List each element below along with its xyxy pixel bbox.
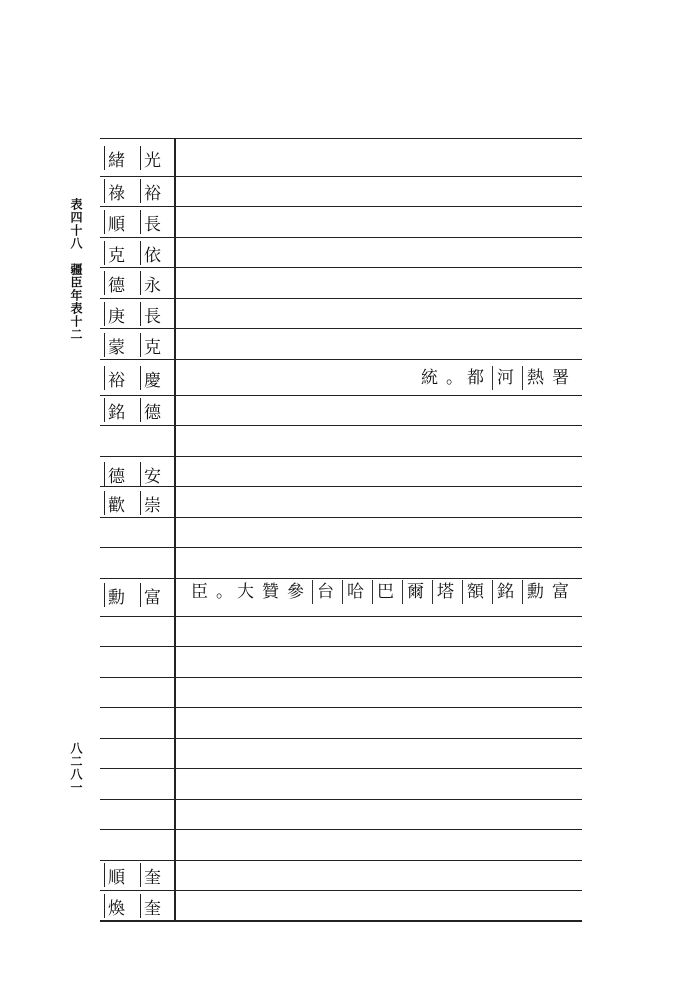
table-rule-bottom (100, 920, 582, 922)
entry-char: 銘 (492, 580, 514, 604)
entry-tarbagatai (191, 580, 577, 604)
name-char: 光 (140, 146, 170, 170)
entry-reheyan (421, 366, 577, 390)
table-rule (100, 359, 582, 360)
name-char: 歡 (104, 491, 134, 515)
column-separator (174, 138, 176, 920)
entry-char: 臣 (191, 582, 208, 602)
name-char: 裕 (140, 179, 170, 203)
entry-char: 巴 (372, 580, 394, 604)
name-char: 德 (140, 398, 170, 422)
table-rule (100, 176, 582, 177)
name-char: 長 (140, 302, 170, 326)
table-rule (100, 646, 582, 647)
name-char: 順 (104, 210, 134, 234)
name-cell (104, 300, 170, 328)
table-rule (100, 395, 582, 396)
name-char: 德 (104, 462, 134, 486)
entry-char: 署 (552, 368, 569, 388)
name-char: 緒 (104, 146, 134, 170)
table-rule (100, 425, 582, 426)
table-rule (100, 768, 582, 769)
table-rule (100, 517, 582, 518)
table-rule (100, 616, 582, 617)
name-char: 蒙 (104, 333, 134, 357)
name-char: 永 (140, 271, 170, 295)
table-rule (100, 547, 582, 548)
name-cell (104, 269, 170, 297)
margin-page-number: 八二八一 (69, 742, 83, 794)
name-cell (104, 581, 170, 609)
name-cell (104, 396, 170, 424)
name-char: 崇 (140, 491, 170, 515)
table-rule (100, 138, 582, 139)
name-char: 富 (140, 583, 170, 607)
name-char: 銘 (104, 398, 134, 422)
entry-char: 參 (287, 582, 304, 602)
name-cell (104, 892, 170, 920)
entry-char: 。 (446, 368, 463, 388)
table-rule (100, 707, 582, 708)
table-rule (100, 456, 582, 457)
name-cell (104, 177, 170, 205)
name-cell (104, 364, 170, 392)
table-rule (100, 237, 582, 238)
table-rule (100, 829, 582, 830)
entry-char: 熱 (522, 366, 544, 390)
entry-char: 台 (312, 580, 334, 604)
entry-char: 勳 (522, 580, 544, 604)
name-char: 安 (140, 462, 170, 486)
name-char: 克 (140, 333, 170, 357)
name-char: 克 (104, 241, 134, 265)
name-char: 德 (104, 271, 134, 295)
table-rule (100, 677, 582, 678)
margin-book-title: 表四十八 疆臣年表十二 (69, 198, 83, 341)
name-char: 奎 (140, 863, 170, 887)
name-char: 煥 (104, 894, 134, 918)
table-rule (100, 267, 582, 268)
name-char: 長 (140, 210, 170, 234)
table-rule (100, 578, 582, 579)
entry-char: 額 (462, 580, 484, 604)
name-cell (104, 861, 170, 889)
entry-char: 贊 (262, 582, 279, 602)
table-rule (100, 799, 582, 800)
name-cell (104, 489, 170, 517)
name-char: 裕 (104, 366, 134, 390)
name-cell (104, 239, 170, 267)
name-char: 祿 (104, 179, 134, 203)
name-cell (104, 208, 170, 236)
name-char: 庚 (104, 302, 134, 326)
entry-char: 大 (237, 582, 254, 602)
entry-char: 統 (421, 368, 438, 388)
name-cell (104, 331, 170, 359)
entry-char: 。 (216, 582, 233, 602)
entry-char: 爾 (402, 580, 424, 604)
table-rule (100, 206, 582, 207)
name-char: 順 (104, 863, 134, 887)
table-rule (100, 486, 582, 487)
name-char: 慶 (140, 366, 170, 390)
name-char: 依 (140, 241, 170, 265)
table-rule (100, 328, 582, 329)
name-char: 勳 (104, 583, 134, 607)
entry-char: 塔 (432, 580, 454, 604)
entry-char: 富 (552, 582, 569, 602)
table-rule (100, 298, 582, 299)
name-char: 奎 (140, 894, 170, 918)
table-rule (100, 890, 582, 891)
name-cell (104, 460, 170, 488)
entry-char: 哈 (342, 580, 364, 604)
entry-char: 河 (492, 366, 514, 390)
table-rule (100, 738, 582, 739)
name-cell (104, 144, 170, 172)
entry-char: 都 (467, 368, 484, 388)
table-rule (100, 860, 582, 861)
